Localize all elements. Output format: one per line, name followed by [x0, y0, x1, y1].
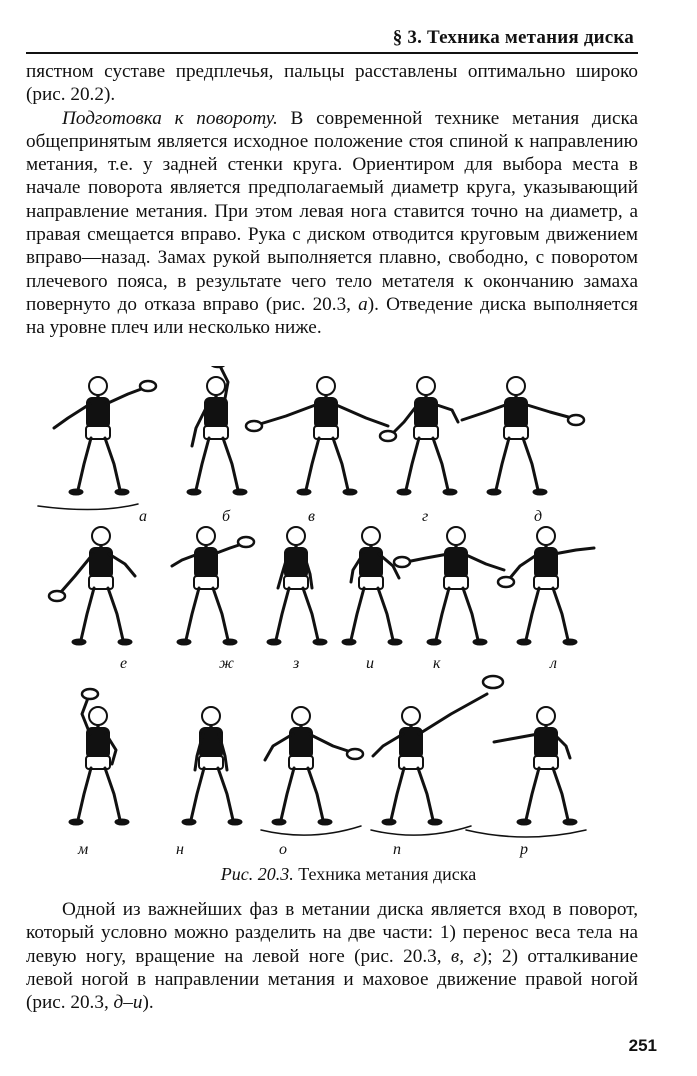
- paragraph-part1: Одной из важнейших фаз в метании диска является вход в поворот, который условно можно разделить на две части: 1) перенос веса тела на левую ногу, вращение на левой ноге (рис. 20.3,: [26, 899, 638, 967]
- athlete-figure-f: [49, 527, 135, 645]
- athlete-figure-m: [69, 689, 129, 825]
- bottom-paragraph: [26, 898, 638, 1014]
- fig-label-c: в: [308, 508, 315, 525]
- fig-label-o: о: [279, 841, 287, 858]
- paragraph-entry-turn: [26, 898, 638, 1014]
- caption-prefix: Рис. 20.3.: [220, 864, 294, 884]
- fig-label-p: п: [393, 841, 401, 858]
- paragraph-body: В современной технике метания диска общепринятым является исходное положение стоя спиной к направлению метания, т.е. у задней стенки круга. Ориентиром для выбора места в начале поворота является предполагаемый диаметр круга, указывающий направление метания. При этом левая нога ставится точно на диаметр, а правая смещается вправо. Рука с диском отводится круговым движением вправо—назад. Замах рукой выполняется плавно, свободно, с поворотом плечевого пояса, в результате чего тело метателя к окончанию замаха повернуто до отказа вправо (рис. 20.3,: [26, 107, 639, 315]
- athlete-figure-p: [371, 676, 503, 835]
- fig-label-i: и: [366, 655, 374, 672]
- athlete-figure-a: [38, 377, 156, 510]
- athlete-figure-g: [172, 527, 254, 645]
- athlete-figure-k: [394, 527, 504, 645]
- paragraph-part2: ); 2) отталкивание левой ногой в направлении метания и маховое движение правой ногой (рис. 20.3,: [26, 945, 638, 1014]
- paragraph-tail: ). Отведение диска выполняется на уровне плеч или несколько ниже.: [26, 293, 638, 339]
- fig-label-b: б: [222, 508, 231, 525]
- fig-label-d: г: [422, 508, 429, 525]
- athlete-figure-e: [462, 377, 584, 495]
- fig-label-r: р: [520, 841, 528, 858]
- paragraph-preparation: [26, 107, 638, 340]
- fig-label-h: з: [293, 655, 300, 672]
- figure-caption: [0, 864, 697, 885]
- paragraph-continuation: пястном суставе предплечья, пальцы расставлены оптимально широко (рис. 20.2).: [26, 61, 638, 106]
- athlete-figure-r: [466, 707, 586, 837]
- fig-label-n: н: [176, 841, 184, 858]
- paragraph-lead-italic: Подготовка к повороту.: [62, 107, 278, 129]
- fig-label-k: к: [433, 655, 441, 672]
- athlete-figure-l: [498, 527, 594, 645]
- figure-ref-v-g: в, г: [450, 945, 481, 967]
- running-header: [26, 22, 638, 54]
- athlete-figure-n: [182, 707, 242, 825]
- athlete-sequence-illustration: [26, 366, 656, 866]
- fig-label-m: м: [78, 841, 89, 858]
- fig-label-e: д: [534, 508, 543, 525]
- athlete-figure-c: [246, 377, 388, 495]
- paragraph-part3: ).: [142, 992, 154, 1014]
- fig-label-g: ж: [219, 655, 234, 672]
- athlete-figure-h: [267, 527, 327, 645]
- athlete-figure-i: [342, 527, 402, 645]
- figure-discus-technique: [26, 366, 656, 866]
- athlete-figure-b: [187, 366, 247, 495]
- athlete-figure-d: [380, 377, 458, 495]
- fig-label-f: е: [120, 655, 128, 672]
- section-title: § 3. Техника метания диска: [392, 27, 634, 48]
- athlete-figure-o: [261, 707, 363, 835]
- fig-label-l: л: [550, 655, 557, 672]
- fig-label-a: а: [139, 508, 147, 525]
- top-paragraphs: [26, 60, 638, 340]
- figure-ref-d-i: д–и: [113, 992, 143, 1014]
- caption-text: Техника метания диска: [293, 864, 477, 884]
- page-number: 251: [628, 1036, 657, 1055]
- figure-ref-a: а: [358, 293, 368, 315]
